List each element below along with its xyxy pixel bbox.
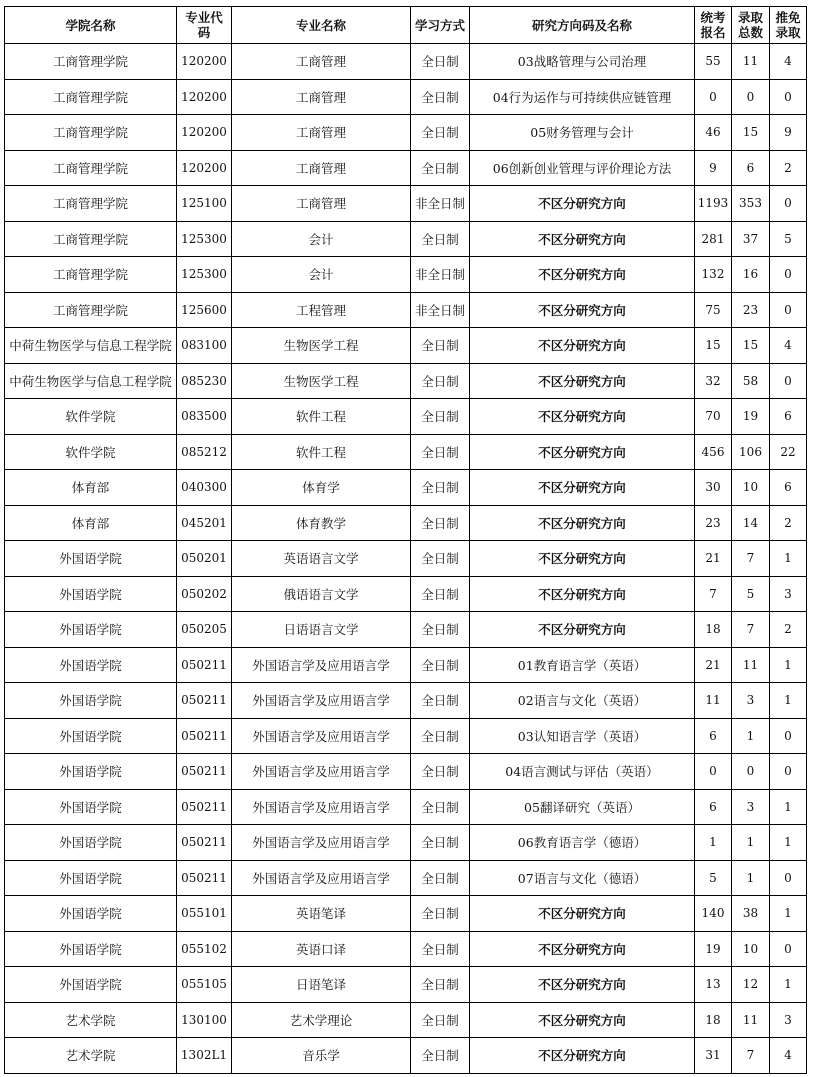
cell-admitted: 12 [732,967,770,1003]
cell-applicants: 7 [695,576,732,612]
cell-mode: 全日制 [411,612,470,648]
cell-college: 工商管理学院 [5,221,177,257]
cell-direction: 不区分研究方向 [470,399,695,435]
cell-exempt: 3 [770,1002,807,1038]
cell-direction: 不区分研究方向 [470,292,695,328]
cell-direction: 不区分研究方向 [470,470,695,506]
cell-major: 外国语言学及应用语言学 [232,825,411,861]
cell-major: 俄语语言文学 [232,576,411,612]
cell-college: 工商管理学院 [5,186,177,222]
cell-applicants: 32 [695,363,732,399]
cell-mode: 非全日制 [411,257,470,293]
cell-applicants: 18 [695,1002,732,1038]
cell-major: 工商管理 [232,186,411,222]
cell-direction: 05财务管理与会计 [470,115,695,151]
cell-exempt: 2 [770,505,807,541]
table-row [5,1002,807,1038]
cell-college: 外国语学院 [5,718,177,754]
cell-major: 外国语言学及应用语言学 [232,789,411,825]
cell-direction: 不区分研究方向 [470,186,695,222]
table-row [5,221,807,257]
header-exempt: 推免 录取 [770,7,807,44]
cell-mode: 全日制 [411,115,470,151]
cell-direction: 不区分研究方向 [470,328,695,364]
cell-major: 体育教学 [232,505,411,541]
table-row [5,825,807,861]
header-mode: 学习方式 [411,7,470,44]
cell-applicants: 0 [695,79,732,115]
cell-major: 英语笔译 [232,896,411,932]
cell-applicants: 0 [695,754,732,790]
cell-admitted: 0 [732,754,770,790]
cell-college: 工商管理学院 [5,150,177,186]
cell-exempt: 1 [770,967,807,1003]
cell-major: 音乐学 [232,1038,411,1074]
header-college: 学院名称 [5,7,177,44]
cell-exempt: 5 [770,221,807,257]
cell-direction: 05翻译研究（英语） [470,789,695,825]
cell-mode: 非全日制 [411,292,470,328]
cell-code: 050211 [177,825,232,861]
cell-admitted: 10 [732,470,770,506]
table-row [5,363,807,399]
cell-code: 055101 [177,896,232,932]
cell-major: 会计 [232,221,411,257]
cell-code: 050211 [177,789,232,825]
table-row [5,150,807,186]
cell-admitted: 11 [732,1002,770,1038]
cell-code: 125600 [177,292,232,328]
cell-major: 日语笔译 [232,967,411,1003]
cell-applicants: 30 [695,470,732,506]
cell-code: 050211 [177,754,232,790]
cell-major: 工商管理 [232,115,411,151]
header-applicants: 统考 报名 [695,7,732,44]
table-row [5,967,807,1003]
cell-major: 工程管理 [232,292,411,328]
cell-applicants: 21 [695,647,732,683]
table-row [5,257,807,293]
cell-direction: 不区分研究方向 [470,896,695,932]
cell-admitted: 7 [732,1038,770,1074]
cell-code: 045201 [177,505,232,541]
table-row [5,754,807,790]
cell-applicants: 281 [695,221,732,257]
cell-exempt: 1 [770,647,807,683]
cell-admitted: 14 [732,505,770,541]
table-row [5,683,807,719]
cell-mode: 全日制 [411,860,470,896]
cell-mode: 全日制 [411,825,470,861]
cell-code: 040300 [177,470,232,506]
cell-mode: 全日制 [411,896,470,932]
cell-mode: 非全日制 [411,186,470,222]
cell-direction: 不区分研究方向 [470,576,695,612]
cell-mode: 全日制 [411,328,470,364]
cell-code: 120200 [177,44,232,80]
cell-admitted: 58 [732,363,770,399]
cell-mode: 全日制 [411,789,470,825]
cell-applicants: 1193 [695,186,732,222]
cell-admitted: 37 [732,221,770,257]
cell-applicants: 5 [695,860,732,896]
cell-applicants: 46 [695,115,732,151]
cell-college: 外国语学院 [5,967,177,1003]
cell-direction: 不区分研究方向 [470,505,695,541]
cell-code: 130100 [177,1002,232,1038]
cell-exempt: 6 [770,399,807,435]
table-row [5,718,807,754]
cell-applicants: 21 [695,541,732,577]
cell-college: 工商管理学院 [5,79,177,115]
cell-exempt: 22 [770,434,807,470]
cell-college: 工商管理学院 [5,44,177,80]
cell-direction: 不区分研究方向 [470,434,695,470]
cell-major: 体育学 [232,470,411,506]
cell-admitted: 353 [732,186,770,222]
cell-college: 外国语学院 [5,896,177,932]
cell-applicants: 13 [695,967,732,1003]
cell-direction: 不区分研究方向 [470,1038,695,1074]
cell-applicants: 132 [695,257,732,293]
cell-exempt: 0 [770,754,807,790]
cell-direction: 不区分研究方向 [470,1002,695,1038]
cell-code: 083100 [177,328,232,364]
cell-code: 050202 [177,576,232,612]
header-code: 专业代 码 [177,7,232,44]
cell-exempt: 2 [770,150,807,186]
header-row [5,7,807,44]
cell-major: 生物医学工程 [232,328,411,364]
cell-applicants: 6 [695,718,732,754]
cell-admitted: 3 [732,683,770,719]
cell-college: 外国语学院 [5,683,177,719]
cell-major: 软件工程 [232,399,411,435]
cell-admitted: 5 [732,576,770,612]
cell-major: 外国语言学及应用语言学 [232,754,411,790]
cell-college: 工商管理学院 [5,115,177,151]
cell-admitted: 7 [732,612,770,648]
admissions-table [4,6,807,1074]
cell-code: 050205 [177,612,232,648]
cell-direction: 04行为运作与可持续供应链管理 [470,79,695,115]
cell-major: 工商管理 [232,79,411,115]
cell-direction: 06创新创业管理与评价理论方法 [470,150,695,186]
cell-code: 120200 [177,115,232,151]
cell-applicants: 11 [695,683,732,719]
cell-admitted: 11 [732,647,770,683]
cell-mode: 全日制 [411,931,470,967]
table-row [5,1038,807,1074]
cell-admitted: 1 [732,860,770,896]
table-row [5,44,807,80]
cell-mode: 全日制 [411,44,470,80]
table-row [5,541,807,577]
cell-admitted: 3 [732,789,770,825]
table-row [5,186,807,222]
cell-admitted: 16 [732,257,770,293]
cell-college: 外国语学院 [5,541,177,577]
cell-major: 英语语言文学 [232,541,411,577]
cell-major: 外国语言学及应用语言学 [232,718,411,754]
cell-admitted: 1 [732,718,770,754]
cell-mode: 全日制 [411,470,470,506]
cell-direction: 06教育语言学（德语） [470,825,695,861]
cell-code: 085212 [177,434,232,470]
cell-applicants: 15 [695,328,732,364]
table-row [5,505,807,541]
cell-mode: 全日制 [411,221,470,257]
cell-exempt: 9 [770,115,807,151]
cell-college: 体育部 [5,470,177,506]
table-row [5,931,807,967]
cell-exempt: 0 [770,718,807,754]
cell-college: 艺术学院 [5,1038,177,1074]
table-row [5,79,807,115]
cell-college: 外国语学院 [5,931,177,967]
cell-admitted: 0 [732,79,770,115]
cell-mode: 全日制 [411,505,470,541]
cell-code: 120200 [177,79,232,115]
cell-major: 日语语言文学 [232,612,411,648]
cell-code: 125300 [177,257,232,293]
cell-college: 外国语学院 [5,860,177,896]
cell-exempt: 4 [770,328,807,364]
table-row [5,115,807,151]
table-row [5,789,807,825]
cell-admitted: 6 [732,150,770,186]
cell-college: 工商管理学院 [5,257,177,293]
cell-major: 会计 [232,257,411,293]
cell-exempt: 0 [770,860,807,896]
cell-exempt: 1 [770,683,807,719]
cell-exempt: 0 [770,257,807,293]
cell-college: 外国语学院 [5,789,177,825]
cell-applicants: 70 [695,399,732,435]
cell-admitted: 10 [732,931,770,967]
cell-code: 120200 [177,150,232,186]
cell-code: 085230 [177,363,232,399]
cell-college: 中荷生物医学与信息工程学院 [5,328,177,364]
cell-mode: 全日制 [411,79,470,115]
cell-mode: 全日制 [411,576,470,612]
cell-admitted: 11 [732,44,770,80]
cell-code: 050211 [177,860,232,896]
table-row [5,576,807,612]
cell-applicants: 1 [695,825,732,861]
cell-major: 工商管理 [232,150,411,186]
table-row [5,434,807,470]
cell-direction: 不区分研究方向 [470,541,695,577]
cell-mode: 全日制 [411,363,470,399]
cell-mode: 全日制 [411,541,470,577]
cell-applicants: 6 [695,789,732,825]
cell-mode: 全日制 [411,1038,470,1074]
cell-mode: 全日制 [411,683,470,719]
table-row [5,647,807,683]
cell-code: 1302L1 [177,1038,232,1074]
cell-applicants: 31 [695,1038,732,1074]
cell-exempt: 1 [770,896,807,932]
cell-exempt: 3 [770,576,807,612]
table-row [5,612,807,648]
cell-code: 050211 [177,647,232,683]
table-body [5,44,807,1074]
header-admitted: 录取 总数 [732,7,770,44]
cell-college: 外国语学院 [5,754,177,790]
cell-exempt: 1 [770,541,807,577]
cell-major: 工商管理 [232,44,411,80]
cell-direction: 01教育语言学（英语） [470,647,695,683]
cell-code: 125100 [177,186,232,222]
cell-college: 外国语学院 [5,825,177,861]
cell-exempt: 4 [770,44,807,80]
cell-exempt: 0 [770,363,807,399]
table-row [5,896,807,932]
cell-mode: 全日制 [411,718,470,754]
cell-admitted: 1 [732,825,770,861]
cell-applicants: 18 [695,612,732,648]
cell-admitted: 19 [732,399,770,435]
cell-code: 050211 [177,718,232,754]
cell-major: 外国语言学及应用语言学 [232,647,411,683]
cell-major: 生物医学工程 [232,363,411,399]
cell-major: 艺术学理论 [232,1002,411,1038]
cell-code: 125300 [177,221,232,257]
cell-mode: 全日制 [411,150,470,186]
cell-exempt: 2 [770,612,807,648]
cell-admitted: 23 [732,292,770,328]
table-row [5,399,807,435]
cell-major: 软件工程 [232,434,411,470]
cell-major: 外国语言学及应用语言学 [232,860,411,896]
cell-exempt: 0 [770,186,807,222]
cell-exempt: 1 [770,789,807,825]
cell-mode: 全日制 [411,434,470,470]
cell-direction: 不区分研究方向 [470,931,695,967]
cell-applicants: 9 [695,150,732,186]
cell-college: 软件学院 [5,399,177,435]
cell-direction: 07语言与文化（德语） [470,860,695,896]
cell-mode: 全日制 [411,1002,470,1038]
cell-college: 艺术学院 [5,1002,177,1038]
cell-direction: 不区分研究方向 [470,257,695,293]
cell-exempt: 0 [770,292,807,328]
cell-direction: 不区分研究方向 [470,221,695,257]
cell-exempt: 0 [770,931,807,967]
cell-applicants: 75 [695,292,732,328]
cell-applicants: 55 [695,44,732,80]
cell-direction: 不区分研究方向 [470,363,695,399]
cell-direction: 03认知语言学（英语） [470,718,695,754]
cell-direction: 04语言测试与评估（英语） [470,754,695,790]
cell-direction: 03战略管理与公司治理 [470,44,695,80]
cell-college: 外国语学院 [5,576,177,612]
table-row [5,328,807,364]
cell-admitted: 7 [732,541,770,577]
cell-admitted: 15 [732,328,770,364]
cell-code: 050211 [177,683,232,719]
table-row [5,860,807,896]
cell-mode: 全日制 [411,754,470,790]
cell-major: 外国语言学及应用语言学 [232,683,411,719]
cell-applicants: 23 [695,505,732,541]
cell-admitted: 38 [732,896,770,932]
header-direction: 研究方向码及名称 [470,7,695,44]
table-row [5,292,807,328]
cell-college: 工商管理学院 [5,292,177,328]
header-major: 专业名称 [232,7,411,44]
cell-direction: 不区分研究方向 [470,967,695,1003]
cell-major: 英语口译 [232,931,411,967]
cell-applicants: 19 [695,931,732,967]
cell-college: 外国语学院 [5,647,177,683]
cell-mode: 全日制 [411,647,470,683]
cell-exempt: 0 [770,79,807,115]
table-row [5,470,807,506]
cell-code: 083500 [177,399,232,435]
cell-applicants: 456 [695,434,732,470]
cell-direction: 02语言与文化（英语） [470,683,695,719]
cell-admitted: 106 [732,434,770,470]
cell-code: 050201 [177,541,232,577]
cell-admitted: 15 [732,115,770,151]
cell-mode: 全日制 [411,399,470,435]
cell-exempt: 6 [770,470,807,506]
cell-college: 体育部 [5,505,177,541]
cell-applicants: 140 [695,896,732,932]
cell-college: 中荷生物医学与信息工程学院 [5,363,177,399]
cell-direction: 不区分研究方向 [470,612,695,648]
cell-college: 外国语学院 [5,612,177,648]
cell-exempt: 1 [770,825,807,861]
cell-college: 软件学院 [5,434,177,470]
cell-code: 055102 [177,931,232,967]
cell-mode: 全日制 [411,967,470,1003]
cell-code: 055105 [177,967,232,1003]
cell-exempt: 4 [770,1038,807,1074]
